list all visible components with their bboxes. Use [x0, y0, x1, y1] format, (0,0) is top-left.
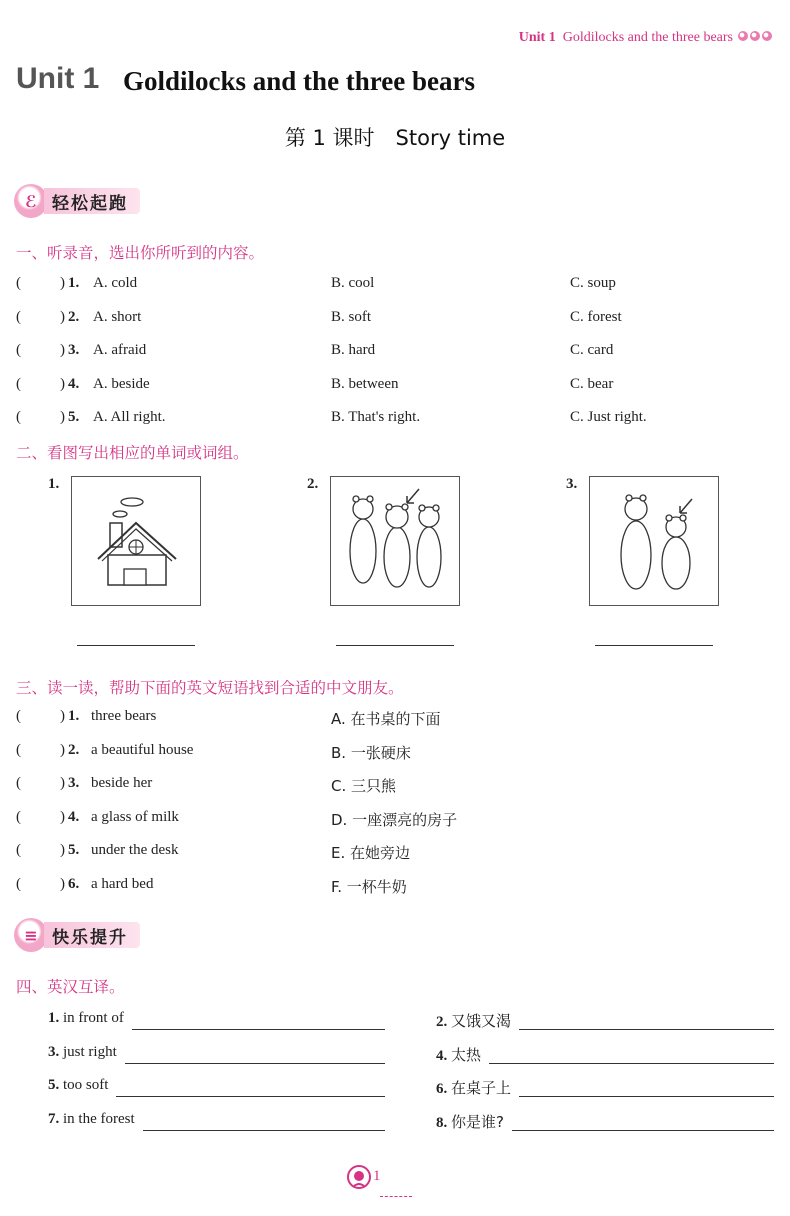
- translation-item: [48, 1111, 135, 1133]
- answer-line[interactable]: [519, 1095, 774, 1097]
- warmup-label: 轻松起跑: [44, 188, 140, 214]
- prompt-text: in front of: [63, 1010, 124, 1026]
- choice-row: [16, 409, 776, 433]
- decorative-dots: [736, 30, 772, 46]
- item-number: 6.: [68, 875, 80, 892]
- item-number: 8.: [436, 1114, 448, 1131]
- item-number: 4.: [436, 1047, 448, 1064]
- two-bears-icon: [589, 476, 719, 606]
- choice-row: [16, 275, 776, 299]
- answer-bracket-close: ): [60, 409, 65, 425]
- answer-bracket-close: ): [60, 275, 65, 291]
- answer-bracket-close: ): [60, 342, 65, 358]
- running-title: Goldilocks and the three bears: [562, 30, 733, 46]
- chinese-option: D. 一座漂亮的房子: [331, 810, 458, 829]
- item-number: 2.: [436, 1014, 448, 1030]
- choice-row: [16, 342, 776, 366]
- picture-number: 1.: [48, 476, 60, 492]
- answer-bracket-close: ): [60, 741, 65, 758]
- answer-bracket-close: ): [60, 375, 65, 392]
- option-b: B. soft: [331, 308, 372, 325]
- item-number: 1.: [68, 275, 80, 291]
- match-row: [16, 809, 776, 833]
- item-number: 5.: [68, 842, 80, 858]
- advance-badge: [14, 918, 140, 952]
- option-c: C. Just right.: [570, 409, 647, 425]
- answer-bracket[interactable]: (: [16, 708, 21, 724]
- translation-item: [436, 1044, 481, 1066]
- item-number: 1.: [48, 1010, 60, 1026]
- item-number: 5.: [68, 409, 80, 425]
- item-number: 3.: [68, 775, 80, 791]
- option-b: B. hard: [331, 342, 376, 358]
- english-phrase: a beautiful house: [91, 741, 194, 758]
- running-unit: Unit 1: [518, 30, 556, 46]
- answer-line[interactable]: [125, 1062, 385, 1064]
- answer-line[interactable]: [595, 644, 713, 646]
- choice-row: [16, 309, 776, 333]
- option-a: A. afraid: [93, 342, 147, 358]
- chinese-option: F. 一杯牛奶: [331, 877, 407, 896]
- answer-bracket-close: ): [60, 775, 65, 791]
- translation-item: [48, 1010, 124, 1032]
- option-c: C. bear: [570, 375, 614, 392]
- prompt-text: just right: [63, 1043, 117, 1060]
- answer-bracket[interactable]: (: [16, 409, 21, 425]
- page-number: 1: [373, 1168, 381, 1184]
- translation-item: [436, 1010, 511, 1032]
- advance-label: 快乐提升: [44, 922, 140, 948]
- translation-item: [48, 1044, 117, 1066]
- answer-bracket[interactable]: (: [16, 308, 21, 325]
- answer-line[interactable]: [132, 1028, 385, 1030]
- footer-divider: [380, 1196, 412, 1197]
- choice-row: [16, 376, 776, 400]
- chinese-option: C. 三只熊: [331, 777, 397, 795]
- option-b: B. between: [331, 375, 399, 392]
- running-header: [519, 30, 772, 46]
- runner-icon: ℰ: [14, 184, 48, 218]
- answer-line[interactable]: [336, 644, 454, 646]
- section3-title: 三、读一读，帮助下面的英文短语找到合适的中文朋友。: [16, 679, 404, 697]
- option-a: A. cold: [93, 275, 138, 291]
- answer-line[interactable]: [143, 1129, 385, 1131]
- english-phrase: a hard bed: [91, 875, 154, 892]
- answer-bracket-close: ): [60, 842, 65, 858]
- option-a: A. short: [93, 308, 142, 325]
- section2-title: 二、看图写出相应的单词或词组。: [16, 444, 249, 462]
- answer-bracket[interactable]: (: [16, 808, 21, 825]
- answer-line[interactable]: [77, 644, 195, 646]
- answer-line[interactable]: [512, 1129, 774, 1131]
- answer-line[interactable]: [116, 1095, 385, 1097]
- option-c: C. forest: [570, 308, 622, 325]
- answer-bracket[interactable]: (: [16, 775, 21, 791]
- answer-line[interactable]: [519, 1028, 774, 1030]
- three-bears-icon: [330, 476, 460, 606]
- english-phrase: three bears: [91, 708, 157, 724]
- prompt-text: 又饿又渴: [451, 1012, 512, 1030]
- picture-number: 2.: [307, 476, 319, 492]
- match-row: [16, 742, 776, 766]
- item-number: 5.: [48, 1077, 60, 1093]
- chinese-option: B. 一张硬床: [331, 743, 411, 762]
- house-icon: [71, 476, 201, 606]
- item-number: 2.: [68, 741, 80, 758]
- item-number: 3.: [48, 1043, 60, 1060]
- answer-bracket[interactable]: (: [16, 342, 21, 358]
- section4-title: 四、英汉互译。: [16, 978, 125, 996]
- unit-title: Goldilocks and the three bears: [123, 66, 476, 96]
- option-a: A. beside: [93, 375, 150, 392]
- chinese-option: A. 在书桌的下面: [331, 710, 441, 728]
- translation-item: [436, 1077, 511, 1099]
- item-number: 7.: [48, 1110, 60, 1127]
- option-c: C. soup: [570, 275, 616, 291]
- english-phrase: a glass of milk: [91, 808, 179, 825]
- answer-bracket[interactable]: (: [16, 375, 21, 392]
- item-number: 1.: [68, 708, 80, 724]
- unit-label: Unit 1: [16, 62, 100, 95]
- answer-bracket-close: ): [60, 708, 65, 724]
- prompt-text: too soft: [63, 1077, 109, 1093]
- lesson-title: 第 1 课时 Story time: [284, 126, 506, 150]
- answer-bracket[interactable]: (: [16, 741, 21, 758]
- prompt-text: 太热: [451, 1045, 482, 1064]
- option-b: B. cool: [331, 275, 375, 291]
- answer-bracket-close: ): [60, 808, 65, 825]
- prompt-text: 在桌子上: [451, 1079, 512, 1097]
- answer-line[interactable]: [489, 1062, 774, 1064]
- match-row: [16, 775, 776, 799]
- match-row: [16, 876, 776, 900]
- match-row: [16, 708, 776, 732]
- answer-bracket[interactable]: (: [16, 842, 21, 858]
- answer-bracket[interactable]: (: [16, 875, 21, 892]
- item-number: 6.: [436, 1081, 448, 1097]
- english-phrase: under the desk: [91, 842, 179, 858]
- english-phrase: beside her: [91, 775, 153, 791]
- prompt-text: 你是谁?: [451, 1112, 504, 1131]
- section1-title: 一、听录音，选出你所听到的内容。: [16, 244, 265, 262]
- option-c: C. card: [570, 342, 614, 358]
- answer-bracket[interactable]: (: [16, 275, 21, 291]
- item-number: 2.: [68, 308, 80, 325]
- match-row: [16, 842, 776, 866]
- answer-bracket-close: ): [60, 875, 65, 892]
- picture-number: 3.: [566, 476, 578, 492]
- option-a: A. All right.: [93, 409, 166, 425]
- option-b: B. That's right.: [331, 409, 421, 425]
- prompt-text: in the forest: [63, 1110, 135, 1127]
- warmup-badge: [14, 184, 140, 218]
- translation-item: [436, 1111, 504, 1133]
- answer-bracket-close: ): [60, 308, 65, 325]
- item-number: 4.: [68, 808, 80, 825]
- mascot-icon: [346, 1164, 372, 1190]
- translation-item: [48, 1077, 108, 1099]
- books-icon: ≡: [14, 918, 48, 952]
- chinese-option: E. 在她旁边: [331, 844, 411, 862]
- item-number: 4.: [68, 375, 80, 392]
- item-number: 3.: [68, 342, 80, 358]
